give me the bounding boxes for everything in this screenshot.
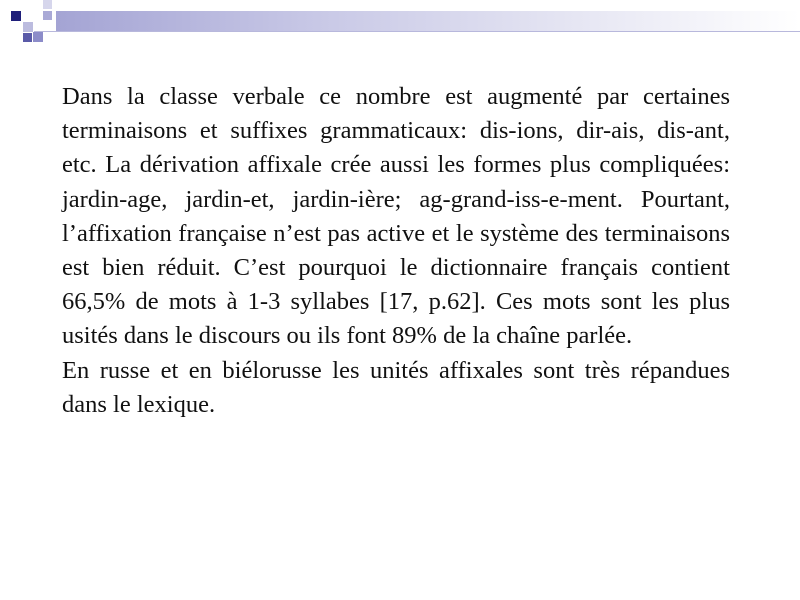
decorative-square [23, 33, 32, 42]
decorative-square [11, 11, 21, 21]
decorative-square [23, 22, 33, 32]
body-paragraph: En russe et en biélorusse les unités affixales sont très répandues dans le lexique. [62, 356, 730, 418]
decorative-square [43, 0, 52, 9]
slide-body [62, 80, 730, 422]
decorative-square [43, 11, 52, 20]
decorative-square [33, 32, 43, 42]
body-paragraph: Dans la classe verbale ce nombre est augmenté par certaines terminaisons et suffixes grammaticaux: dis-ions, dir-ais, dis-ant, etc. La dérivation affixale crée aussi les formes plus compliquées: jardin-age, jardin-et, jardin-ière; ag-grand-iss-e-ment. Pourtant, l’affixation française n’est pas active et le système des terminaisons est bien réduit. C’est pourquoi le dictionnaire français contient 66,5% de mots à 1-3 syllabes [17, p.62]. Ces mots sont les plus usités dans le discours ou ils font 89% de la chaîne parlée. [62, 83, 730, 350]
header-divider [34, 31, 800, 32]
header-gradient-bar [56, 11, 800, 31]
